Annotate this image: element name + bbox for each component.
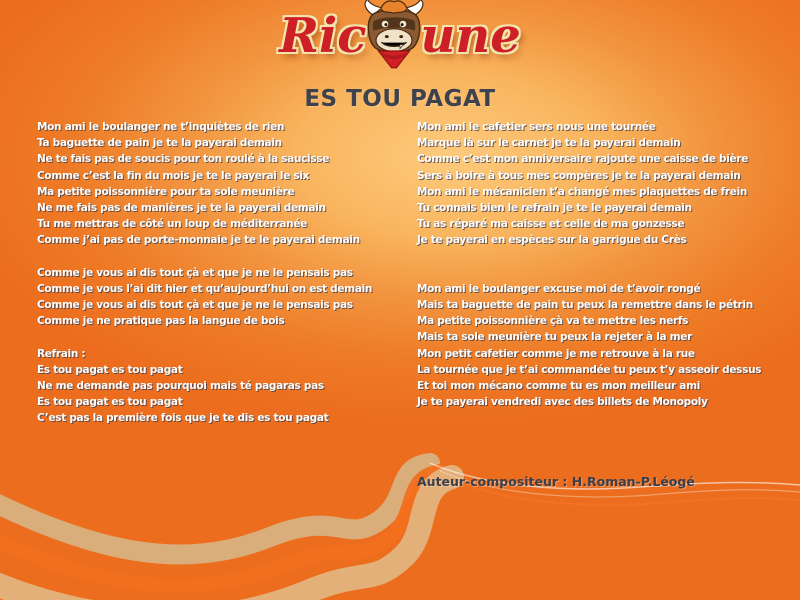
- lyric-line: Mon ami le cafetier sers nous une tournée: [417, 121, 656, 133]
- lyric-line: [37, 329, 372, 345]
- lyric-line: Mon petit cafetier comme je me retrouve à la rue: [417, 347, 695, 360]
- lyric-line: Comme c’est mon anniversaire rajoute une caisse de bière: [417, 153, 749, 166]
- lyric-line: Tu me mettras de côté un loup de méditerranée: [37, 218, 307, 231]
- lyric-line: Mais ta baguette de pain tu peux la remettre dans le pétrin: [417, 299, 753, 312]
- lyric-line: Ne te fais pas de soucis pour ton roulé à la saucisse: [37, 153, 330, 166]
- lyric-line: Ta baguette de pain je te la payerai demain: [37, 137, 282, 150]
- bull-mascot-icon: [358, 0, 430, 72]
- lyric-line: Comme c’est la fin du mois je te le payerai le six: [37, 169, 310, 182]
- lyric-line: Comme je vous l’ai dit hier et qu’aujourd’hui on est demain: [37, 282, 373, 295]
- lyric-line: Sers à boire à tous mes compères je te la payerai demain: [417, 169, 741, 182]
- song-title: ES TOU PAGAT: [304, 86, 496, 112]
- lyric-line: Comme je vous ai dis tout çà et que je ne le pensais pas: [37, 266, 353, 279]
- lyric-line: Es tou pagat es tou pagat: [37, 363, 183, 376]
- lyrics-column-left: [37, 119, 372, 427]
- lyric-line: Comme j’ai pas de porte-monnaie je te le payerai demain: [37, 234, 360, 247]
- logo-word-start: Ric: [279, 8, 367, 64]
- lyric-line: Es tou pagat es tou pagat: [37, 396, 183, 409]
- wave-decoration: [0, 425, 800, 600]
- lyric-line: Comme je vous ai dis tout çà et que je ne le pensais pas: [37, 299, 353, 312]
- lyric-line: Mon ami le boulanger excuse moi de t’avoir rongé: [417, 282, 701, 295]
- lyric-line: Ma petite poissonnière pour ta sole meunière: [37, 185, 295, 198]
- lyric-line: Comme je ne pratique pas la langue de bois: [37, 315, 285, 328]
- lyric-line: La tournée que je t’ai commandée tu peux t’y asseoir dessus: [417, 363, 762, 376]
- lyric-line: Je te payerai vendredi avec des billets de Monopoly: [417, 396, 708, 409]
- lyric-line: Refrain :: [37, 347, 86, 360]
- lyric-line: Je te payerai en espèces sur la garrigue du Crès: [417, 234, 687, 247]
- lyric-line: [417, 249, 761, 265]
- lyric-line: [417, 265, 761, 281]
- author-credit: Auteur-compositeur : H.Roman-P.Léogé: [417, 474, 695, 489]
- lyric-line: [37, 249, 372, 265]
- lyric-line: Mon ami le boulanger ne t’inquiètes de rien: [37, 121, 285, 133]
- lyric-line: Mon ami le mécanicien t’a changé mes plaquettes de frein: [417, 185, 748, 198]
- logo-word-end: une: [420, 8, 521, 64]
- lyrics-column-right: [417, 119, 761, 410]
- lyric-line: Ne me fais pas de manières je te la payerai demain: [37, 201, 326, 214]
- lyric-line: Ne me demande pas pourquoi mais té pagaras pas: [37, 380, 324, 392]
- lyric-line: C’est pas la première fois que je te dis es tou pagat: [37, 412, 329, 425]
- lyric-line: Marque là sur le carnet je te la payerai demain: [417, 137, 681, 150]
- lyric-line: Tu connais bien le refrain je te le payerai demain: [417, 201, 692, 214]
- lyric-line: Ma petite poissonnière çà va te mettre les nerfs: [417, 315, 689, 328]
- lyric-line: Mais ta sole meunière tu peux la rejeter à la mer: [417, 331, 692, 344]
- lyric-line: Tu as réparé ma caisse et celle de ma gonzesse: [417, 218, 685, 231]
- lyric-line: Et toi mon mécano comme tu es mon meilleur ami: [417, 380, 701, 392]
- ricoune-logo[interactable]: [0, 0, 800, 72]
